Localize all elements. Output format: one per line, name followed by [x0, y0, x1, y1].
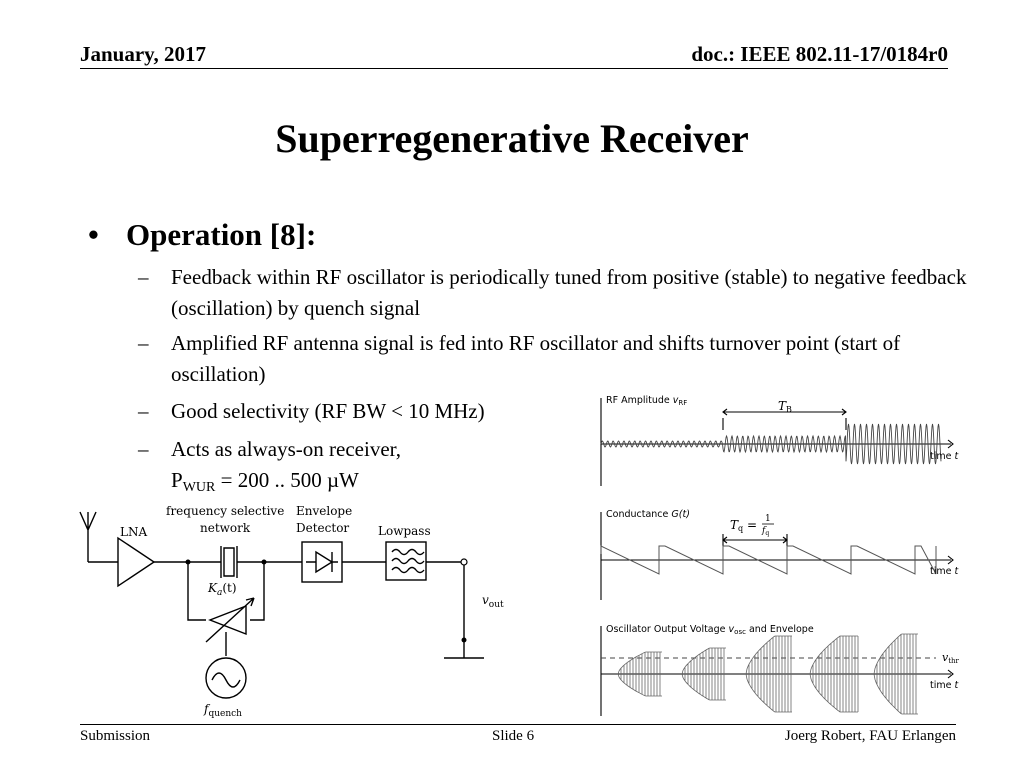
crystal-filter-icon [216, 546, 242, 578]
oscillator-output-plot [596, 618, 966, 720]
circuit-diagram [70, 500, 550, 722]
header-doc-id: doc.: IEEE 802.11-17/0184r0 [691, 42, 948, 66]
pwur-value: = 200 .. 500 µW [215, 468, 359, 492]
bullet-marker: • [88, 217, 99, 252]
cond-time-label: time t [930, 566, 959, 577]
antenna-icon [80, 512, 96, 562]
cond-frac-num: 1 [765, 514, 771, 524]
rf-plot-title: RF Amplitude $v_{RF}$ [606, 395, 688, 407]
output-terminal [462, 638, 467, 643]
cond-frac-den: $f_q$ [762, 526, 770, 537]
gain-label: $K_a(t)$ [208, 581, 237, 598]
header-date: January, 2017 [80, 42, 207, 66]
cond-tq-label: Tq = [730, 518, 758, 533]
pwur-p: P [171, 468, 183, 492]
lna-label: LNA [120, 525, 148, 539]
lowpass-label: Lowpass [378, 524, 431, 538]
envelope-label-line1: Envelope [296, 504, 353, 518]
filter-label-line1: frequency selective [166, 504, 285, 518]
pwur-subscript: WUR [182, 480, 216, 495]
dash-marker: – [138, 265, 149, 289]
slide-title: Superregenerative Receiver [275, 116, 749, 161]
dash-marker: – [138, 437, 149, 461]
sub-bullet-text: Feedback within RF oscillator is periodically tuned from positive (stable) to negative feedback (oscillation) by quench signal [171, 265, 967, 320]
sub-bullet-text: Amplified RF antenna signal is fed into RF oscillator and shifts turnover point (start of oscillation) [171, 331, 901, 386]
osc-plot-title: Oscillator Output Voltage $v_{osc}$ and Envelope [606, 624, 814, 636]
dash-marker: – [138, 331, 149, 355]
footer-submission: Submission [80, 728, 151, 744]
main-bullet-label: Operation [8]: [126, 217, 317, 252]
footer-slide-number: Slide 6 [492, 728, 535, 744]
footer-rule [80, 724, 956, 725]
output-terminal-open [461, 559, 467, 565]
osc-time-label: time t [930, 680, 959, 691]
lowpass-wave-icon [392, 550, 424, 573]
junction-dot [186, 560, 191, 565]
main-bullet [88, 217, 316, 253]
vthr-label: vthr [942, 651, 959, 665]
junction-dot [262, 560, 267, 565]
diode-icon [306, 552, 338, 572]
lna-triangle-icon [118, 538, 154, 586]
conductance-plot [596, 504, 966, 604]
rf-time-label: time t [930, 451, 959, 462]
rf-tb-label: TB [778, 399, 792, 414]
variable-gain-amp-icon [206, 598, 254, 642]
quench-label: $f_{quench}$ [204, 702, 242, 719]
sub-bullet-line1: Acts as always-on receiver, [171, 437, 402, 461]
sub-bullet-text: Good selectivity (RF BW < 10 MHz) [171, 399, 485, 423]
filter-label-line2: network [200, 521, 251, 535]
footer-author: Joerg Robert, FAU Erlangen [784, 728, 956, 744]
header-rule [80, 68, 948, 69]
ground-symbol-icon [444, 640, 484, 658]
dash-marker: – [138, 399, 149, 423]
vout-label: $v_{out}$ [482, 593, 504, 610]
rf-amplitude-plot [596, 390, 966, 490]
cond-plot-title: Conductance G(t) [606, 509, 690, 520]
envelope-label-line2: Detector [296, 521, 350, 535]
quench-source-icon [206, 658, 246, 698]
